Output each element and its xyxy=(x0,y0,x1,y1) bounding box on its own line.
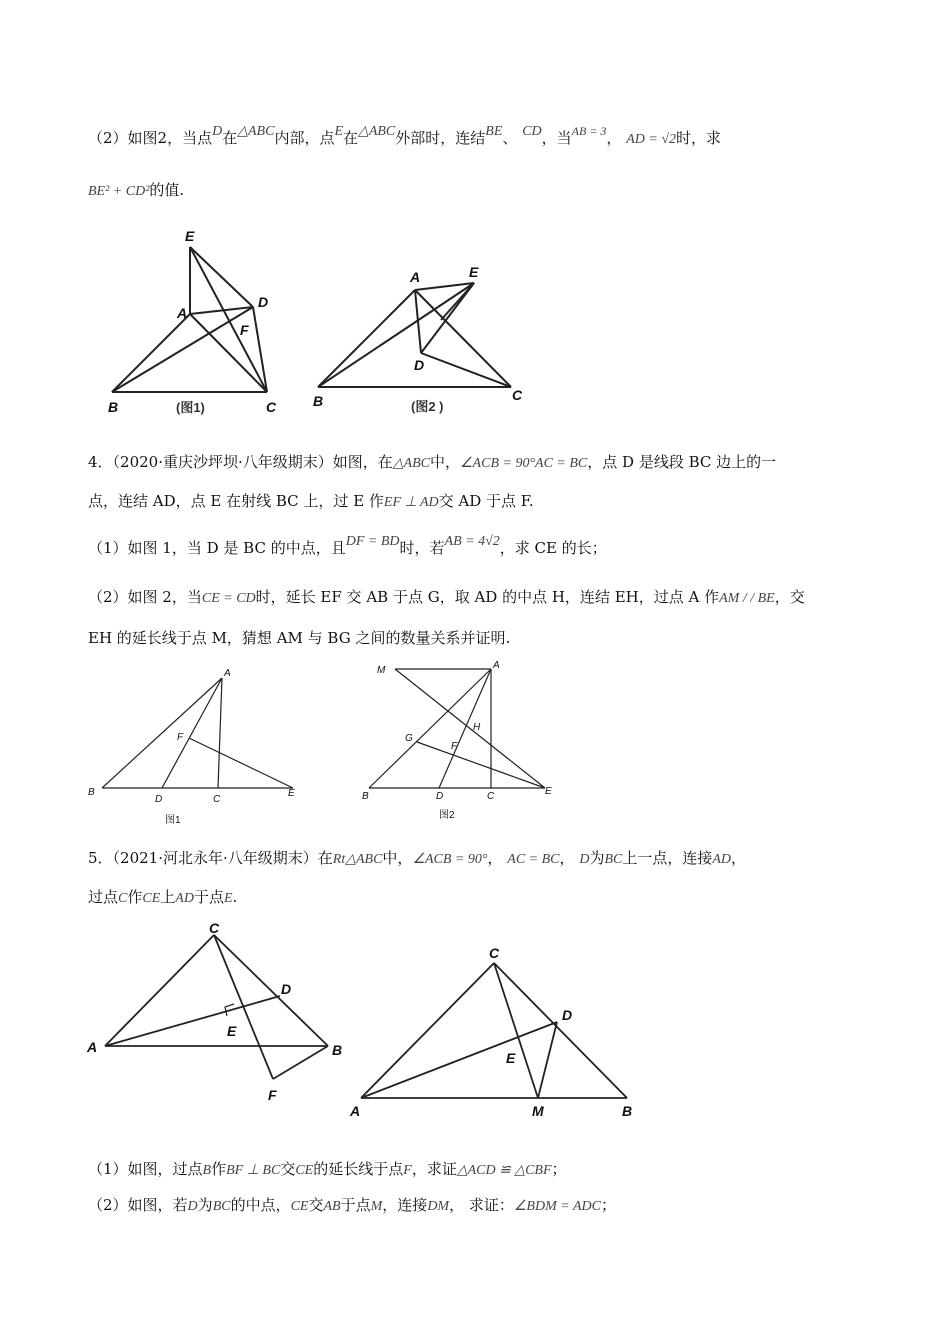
text-segment: 时，延长 EF 交 AB 于点 G，取 AD 的中点 H，连结 EH，过点 A 作 xyxy=(255,588,720,606)
label-M: M xyxy=(532,1103,544,1119)
text-segment: 为 xyxy=(589,849,605,867)
text-segment: 的延长线于点 xyxy=(313,1160,404,1178)
text-segment: ， xyxy=(606,129,622,147)
math-D: D xyxy=(187,1199,198,1214)
math-congruent-triangles: △ACD ≌ △CBF xyxy=(456,1163,552,1178)
math-AD: AD xyxy=(712,852,732,867)
text-segment: 于点 xyxy=(340,1196,371,1214)
label-A: A xyxy=(87,1039,98,1055)
math-CD: CD xyxy=(522,124,542,139)
label-D: D xyxy=(436,791,444,802)
label-E: E xyxy=(506,1050,516,1066)
text-segment: 在 xyxy=(222,129,238,147)
figure-q4-1 xyxy=(85,664,315,832)
math-D: D xyxy=(212,124,223,139)
math-ef-perp-ad: EF ⊥ AD xyxy=(383,495,439,510)
q4-part1 xyxy=(88,534,607,561)
label-D: D xyxy=(281,981,292,997)
label-C: C xyxy=(213,794,221,805)
label-C: C xyxy=(489,945,500,961)
math-angle-bdm: ∠BDM = ADC xyxy=(513,1199,601,1214)
math-E: E xyxy=(223,891,233,906)
math-BE: BE xyxy=(485,124,503,139)
math-BC: BC xyxy=(212,1199,231,1214)
label-B: B xyxy=(313,393,324,409)
math-angle-acb: ∠ACB = 90°AC = BC xyxy=(460,456,588,471)
q4-part2-line1 xyxy=(88,586,805,610)
text-segment: 、 xyxy=(502,129,518,147)
label-F: F xyxy=(240,322,249,338)
text-segment: 上 xyxy=(160,888,176,906)
math-DM: DM xyxy=(427,1199,450,1214)
math-ab-eq-3: AB = 3 xyxy=(571,124,607,138)
figure-q4-2 xyxy=(358,660,568,828)
q5-line2 xyxy=(88,886,237,910)
label-G: G xyxy=(405,733,413,744)
math-angle-acb: ∠ACB = 90° xyxy=(412,852,488,867)
text-segment: 作 xyxy=(211,1160,227,1178)
text-segment: （2）如图2，当点 xyxy=(88,129,213,147)
math-C: C xyxy=(118,891,128,906)
label-E: E xyxy=(227,1023,237,1039)
math-bf-perp-bc: BF ⊥ BC xyxy=(226,1163,281,1178)
text-segment: ； xyxy=(600,1196,616,1214)
text-segment: 4．（2020·重庆沙坪坝·八年级期末）如图，在 xyxy=(88,453,393,471)
math-am-parallel-be: AM / / BE xyxy=(719,591,775,606)
label-C: C xyxy=(209,920,220,936)
math-ab-eq-4sqrt2: AB = 4√2 xyxy=(444,534,500,549)
figure-q5-1 xyxy=(82,918,352,1130)
label-E: E xyxy=(545,786,552,797)
text-segment: 中， xyxy=(382,849,413,867)
math-df-eq-bd: DF = BD xyxy=(345,534,400,549)
label-B: B xyxy=(362,791,369,802)
text-segment: 过点 xyxy=(88,888,119,906)
q5-part2 xyxy=(88,1194,616,1218)
label-B: B xyxy=(88,787,95,798)
label-C: C xyxy=(266,399,277,415)
q5-part1 xyxy=(88,1158,567,1182)
figure-q3-2 xyxy=(308,260,538,420)
text-segment: . xyxy=(232,888,238,906)
text-segment: 的值. xyxy=(149,181,185,199)
label-D: D xyxy=(155,794,163,805)
text-segment: 在 xyxy=(343,129,359,147)
math-CE: CE xyxy=(290,1199,309,1214)
text-segment: 时，若 xyxy=(399,539,445,557)
text-segment: 交 AD 于点 F. xyxy=(438,492,534,510)
text-segment: 时，求 xyxy=(676,129,722,147)
text-segment: （1）如图 1，当 D 是 BC 的中点，且 xyxy=(88,539,346,557)
text-segment: ， xyxy=(487,849,503,867)
text-segment: （1）如图，过点 xyxy=(88,1160,203,1178)
label-B: B xyxy=(332,1042,343,1058)
math-rt-triangle: Rt△ABC xyxy=(332,852,383,867)
text-segment: （2）如图 2，当 xyxy=(88,588,202,606)
figure-caption: (图1) xyxy=(176,400,205,415)
math-AB: AB xyxy=(323,1199,341,1214)
label-A: A xyxy=(177,305,188,321)
text-segment: 于点 xyxy=(193,888,224,906)
q4-part2-line2: EH 的延长线于点 M，猜想 AM 与 BG 之间的数量关系并证明. xyxy=(88,629,511,647)
q4-line2 xyxy=(88,490,534,514)
math-be2-cd2: BE² + CD² xyxy=(88,184,150,199)
text-segment: 交 xyxy=(280,1160,296,1178)
math-ce-eq-cd: CE = CD xyxy=(201,591,256,606)
label-B: B xyxy=(622,1103,633,1119)
label-D: D xyxy=(562,1007,573,1023)
text-segment: 交 xyxy=(308,1196,324,1214)
figure-caption: 图1 xyxy=(165,815,181,826)
text-segment: ， xyxy=(731,849,747,867)
label-F: F xyxy=(177,732,184,743)
text-segment: 外部时，连结 xyxy=(395,129,486,147)
label-E: E xyxy=(288,788,295,799)
figure-caption: (图2 ) xyxy=(411,399,444,414)
label-B: B xyxy=(108,399,119,415)
label-D: D xyxy=(414,357,425,373)
math-M: M xyxy=(370,1199,383,1214)
text-segment: ，点 D 是线段 BC 边上的一 xyxy=(587,453,777,471)
text-segment: 上一点，连接 xyxy=(622,849,713,867)
label-F: F xyxy=(451,741,458,752)
math-triangle-abc: △ABC xyxy=(392,456,430,471)
label-M: M xyxy=(377,665,386,676)
label-C: C xyxy=(487,791,495,802)
text-segment: 内部，点 xyxy=(274,129,335,147)
text-segment: 点，连结 AD，点 E 在射线 BC 上，过 E 作 xyxy=(88,492,384,510)
text-segment: ，当 xyxy=(541,129,572,147)
text-segment: （2）如图，若 xyxy=(88,1196,188,1214)
label-A: A xyxy=(224,668,231,679)
label-A: A xyxy=(493,660,500,671)
text-segment: ， xyxy=(559,849,575,867)
text-segment: ，交 xyxy=(774,588,805,606)
math-AD: AD xyxy=(175,891,194,906)
label-F: F xyxy=(268,1087,277,1103)
text-segment: ，求证 xyxy=(411,1160,457,1178)
label-E: E xyxy=(469,264,479,280)
label-A: A xyxy=(350,1103,361,1119)
q4-line1 xyxy=(88,451,776,475)
text-segment: 5．（2021·河北永年·八年级期末）在 xyxy=(88,849,333,867)
label-E: E xyxy=(185,228,195,244)
math-triangle-abc: △ABC xyxy=(358,124,396,139)
label-D: D xyxy=(258,294,269,310)
math-D: D xyxy=(579,852,590,867)
math-triangle-abc: △ABC xyxy=(237,124,275,139)
figure-q5-2 xyxy=(342,938,652,1130)
math-F: F xyxy=(403,1163,412,1178)
text-segment: ， 求证： xyxy=(449,1196,514,1214)
text-segment: 中， xyxy=(429,453,460,471)
text-segment: 作 xyxy=(127,888,143,906)
q5-line1 xyxy=(88,847,746,871)
figure-q3-1 xyxy=(100,222,290,420)
label-A: A xyxy=(410,269,421,285)
math-ac-eq-bc: AC = BC xyxy=(507,852,560,867)
text-segment: 为 xyxy=(197,1196,213,1214)
figure-caption: 图2 xyxy=(439,810,455,821)
text-segment: 的中点， xyxy=(230,1196,291,1214)
text-segment: ，求 CE 的长； xyxy=(499,539,607,557)
math-CE: CE xyxy=(295,1163,314,1178)
math-B: B xyxy=(202,1163,212,1178)
label-H: H xyxy=(473,722,481,733)
math-ad-eq-sqrt2: AD = √2 xyxy=(626,132,677,147)
text-segment: ，连接 xyxy=(382,1196,428,1214)
math-E: E xyxy=(334,124,344,139)
q3-part2-line2 xyxy=(88,179,184,203)
math-CE: CE xyxy=(142,891,161,906)
text-segment: ； xyxy=(551,1160,567,1178)
label-C: C xyxy=(512,387,523,403)
math-BC: BC xyxy=(604,852,623,867)
q3-part2-line1 xyxy=(88,124,722,151)
